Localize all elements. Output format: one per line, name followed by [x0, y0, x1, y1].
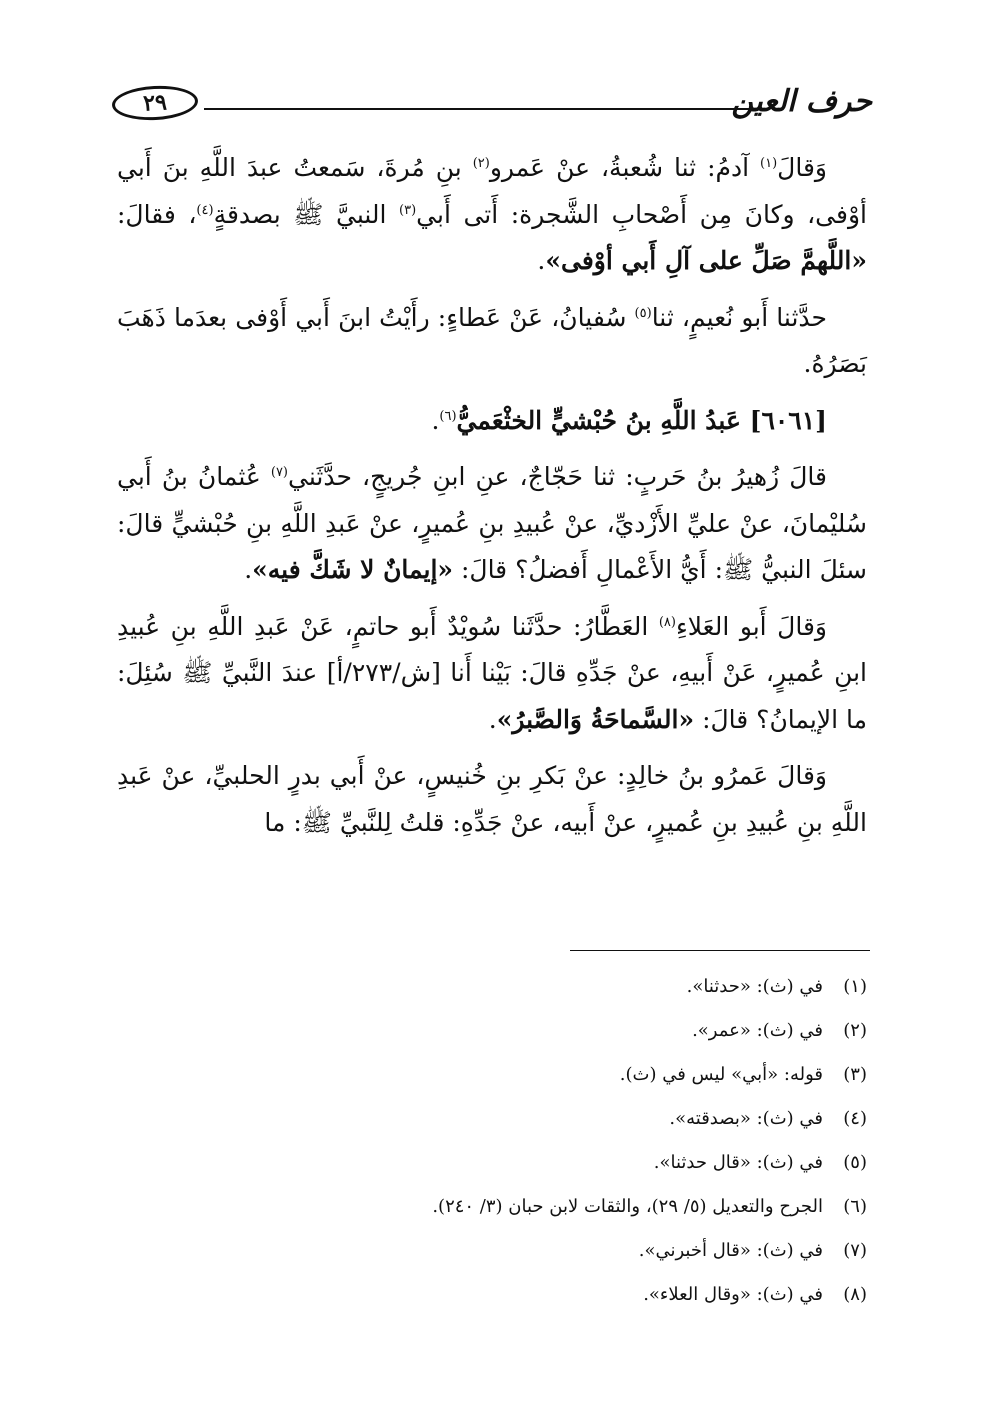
- footnotes: [107, 965, 867, 1317]
- text-run: وَقالَ عَمرُو بنُ خالِدٍ: عنْ بَكرِ بنِ خُنيسٍ، عنْ أَبي بدرٍ الحلبيِّ، عنْ عَبدِ اللَّهِ بنِ عُبيدِ بنِ عُميرٍ، عنْ أَبيه، عنْ جَدِّهِ: قلتُ لِلنَّبيِّ ﷺ: ما: [117, 761, 867, 837]
- entry-heading: [117, 398, 867, 445]
- hadith-quote: «اللَّهمَّ صَلِّ على آلِ أَبي أوْفى»: [545, 246, 867, 275]
- footnote: [107, 1229, 867, 1273]
- footnote-text: في (ث): «قال أخبرني».: [638, 1240, 823, 1261]
- footnote-text: الجرح والتعديل (٥/ ٢٩)، والثقات لابن حبان (٣/ ٢٤٠).: [432, 1196, 823, 1217]
- entry-title: [٦٠٦١] عَبدُ اللَّهِ بنُ حُبْشيٍّ الخثْعَميُّ: [456, 405, 827, 435]
- text-run: سُفيانُ، عَنْ عَطاءٍ: رأَيْتُ ابنَ أَبي أَوْفى بعدَما ذَهَبَ بَصَرُهُ.: [117, 302, 867, 378]
- footnote: [107, 1053, 867, 1097]
- footnote-number: (١): [843, 976, 867, 997]
- text-run: .: [537, 246, 546, 275]
- footnote-ref-8: (٨): [658, 614, 676, 630]
- hadith-quote: «السَّماحَةُ وَالصَّبرُ»: [496, 704, 695, 734]
- footnote-number: (٦): [843, 1196, 867, 1217]
- footnote: [107, 1273, 867, 1317]
- text-run: وَقالَ: [777, 153, 827, 182]
- paragraph-3: [117, 454, 867, 594]
- text-run: قالَ زُهيرُ بنُ حَربٍ: ثنا حَجّاجٌ، عنِ ابنِ جُريجٍ، حدَّثَني: [288, 462, 827, 491]
- page-number: ٢٩: [111, 84, 199, 122]
- footnote-ref-4: (٤): [196, 202, 214, 218]
- footnote-number: (٢): [843, 1020, 867, 1041]
- footnote-number: (٣): [843, 1064, 867, 1085]
- footnote-ref-3: (٣): [399, 202, 417, 218]
- footnote-ref-2: (٢): [472, 156, 490, 171]
- footnote-text: في (ث): «حدثنا».: [686, 976, 823, 997]
- text-run: وَقالَ أَبو العَلاءِ: [675, 611, 827, 641]
- footnote-ref-1: (١): [760, 156, 778, 171]
- footnote: [107, 1009, 867, 1053]
- text-run: عُثمانُ بنُ أَبي سُليْمانَ، عنْ عليِّ الأَزْديِّ، عنْ عُبيدِ بنِ عُميرٍ، عنْ عَبدِ اللَّهِ بنِ حُبْشيٍّ قالَ: سئلَ النبيُّ ﷺ: أَيُّ الأَعْمالِ أَفضلُ؟ قالَ:: [117, 462, 867, 584]
- header-rule: [204, 108, 754, 110]
- footnote-text: قوله: «أبي» ليس في (ث).: [619, 1064, 823, 1085]
- text-run: حدَّثنا أَبو نُعيمٍ، ثنا: [651, 302, 827, 332]
- text-run: العَطَّارُ: حدَّثَنا سُويْدٌ أَبو حاتمٍ، عَنْ عَبدِ اللَّهِ بنِ عُبيدِ ابنِ عُميرٍ، عَنْ أَبيهِ، عنْ جَدِّهِ قالَ: بَيْنا أَنا [ش/٢٧٣/أ] عندَ النَّبيِّ ﷺ سُئِلَ: ما الإيمانُ؟ قالَ:: [117, 611, 868, 734]
- footnote-number: (٧): [843, 1240, 867, 1261]
- footnote-number: (٥): [843, 1152, 867, 1173]
- paragraph-2: [117, 295, 867, 388]
- running-title: حرف العين: [731, 84, 872, 119]
- hadith-quote: «إيمانٌ لا شَكَّ فيه»: [252, 555, 454, 584]
- footnote: [107, 1141, 867, 1185]
- text-run: النبيَّ ﷺ بصدقةٍ: [213, 199, 400, 229]
- footnote-ref-6: (٦): [439, 408, 457, 424]
- paragraph-1: [117, 145, 867, 285]
- text-run: ، فقالَ:: [117, 199, 197, 229]
- paragraph-5: [117, 753, 867, 846]
- text-run: .: [244, 555, 253, 584]
- footnote-text: في (ث): «وقال العلاء».: [643, 1284, 823, 1305]
- footnote-text: في (ث): «قال حدثنا».: [653, 1152, 823, 1173]
- footnote-ref-5: (٥): [634, 305, 652, 321]
- footnote-ref-7: (٧): [270, 465, 288, 480]
- main-text: [117, 145, 867, 856]
- text-run: .: [488, 704, 497, 734]
- text-run: آدمُ: ثنا شُعبةُ، عنْ عَمرو: [489, 153, 761, 182]
- footnote-text: في (ث): «بصدقته».: [669, 1108, 823, 1129]
- footnote-number: (٨): [843, 1284, 867, 1305]
- footnote: [107, 1097, 867, 1141]
- text-run: .: [431, 405, 440, 435]
- footnote: [107, 965, 867, 1009]
- footnote-separator: [570, 950, 870, 951]
- footnote-number: (٤): [843, 1108, 867, 1129]
- text-run: بنِ مُرةَ، سَمعتُ عبدَ اللَّهِ بنَ أَبي أوْفى، وكانَ مِن أَصْحابِ الشَّجرة: أَتى أَبي: [117, 153, 867, 229]
- footnote-text: في (ث): «عمر».: [692, 1020, 823, 1041]
- page-header: [112, 82, 872, 132]
- paragraph-4: [117, 604, 867, 744]
- footnote: [107, 1185, 867, 1229]
